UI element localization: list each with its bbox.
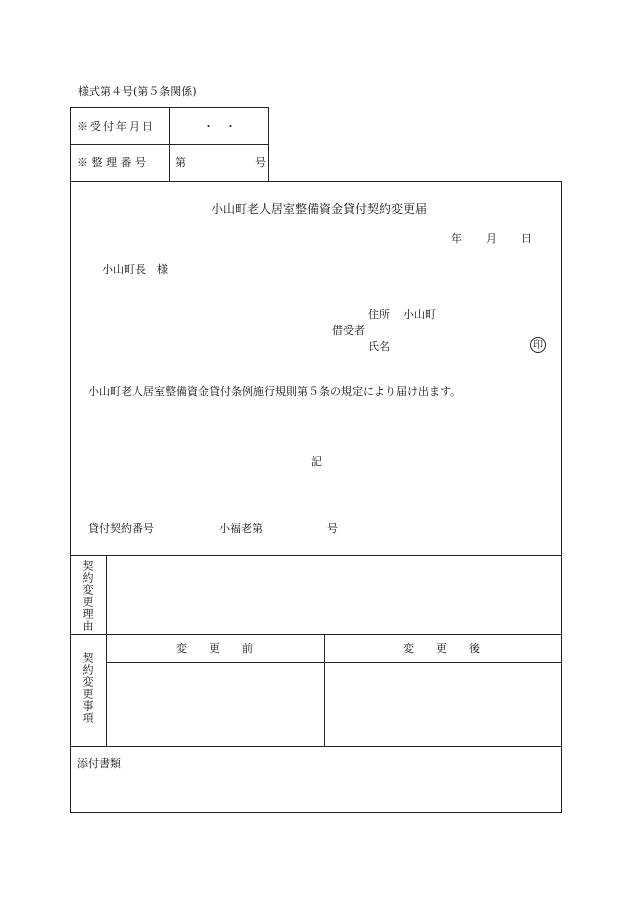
seal-icon: 印 [530, 337, 546, 353]
loan-number-suffix: 号 [327, 522, 338, 535]
form-title: 小山町老人居室整備資金貸付契約変更届 [211, 202, 428, 216]
before-after-divider [324, 634, 325, 746]
reference-number-suffix: 号 [255, 156, 266, 169]
reason-field[interactable] [108, 557, 560, 633]
date-day: 日 [521, 232, 532, 245]
attachments-field[interactable] [140, 752, 560, 810]
date-year: 年 [451, 232, 462, 245]
after-change-field[interactable] [326, 664, 560, 744]
loan-number-prefix: 小福老第 [219, 522, 263, 535]
items-top-border [70, 634, 562, 635]
borrower-label: 借受者 [332, 324, 365, 337]
attachments-label: 添付書類 [77, 757, 121, 770]
name-label: 氏名 [368, 340, 390, 353]
after-change-header: 変 更 後 [403, 642, 480, 655]
before-change-header: 変 更 前 [176, 642, 253, 655]
address-value[interactable]: 小山町 [403, 308, 436, 321]
reference-number-prefix: 第 [175, 156, 186, 169]
form-number: 様式第４号(第５条関係) [78, 85, 197, 98]
reception-date-field[interactable]: ・ ・ [203, 120, 236, 133]
reception-column-divider [169, 107, 170, 182]
body-text: 小山町老人居室整備資金貸付条例施行規則第５条の規定により届け出ます。 [88, 385, 462, 398]
attachments-top-border [70, 746, 562, 747]
items-label: 契約変更事項 [81, 652, 94, 724]
reception-date-label: ※受付年月日 [77, 120, 155, 133]
before-change-field[interactable] [108, 664, 322, 744]
loan-number-label: 貸付契約番号 [88, 522, 154, 535]
addressee: 小山町長 様 [102, 263, 168, 276]
date-month: 月 [486, 232, 497, 245]
reason-top-border [70, 555, 562, 556]
items-header-border [106, 662, 562, 663]
address-label: 住所 [368, 308, 390, 321]
label-column-divider [106, 555, 107, 746]
reference-number-label: ※ 整 理 番 号 [77, 156, 146, 169]
ki-heading: 記 [311, 455, 322, 468]
reason-label: 契約変更理由 [81, 560, 94, 632]
